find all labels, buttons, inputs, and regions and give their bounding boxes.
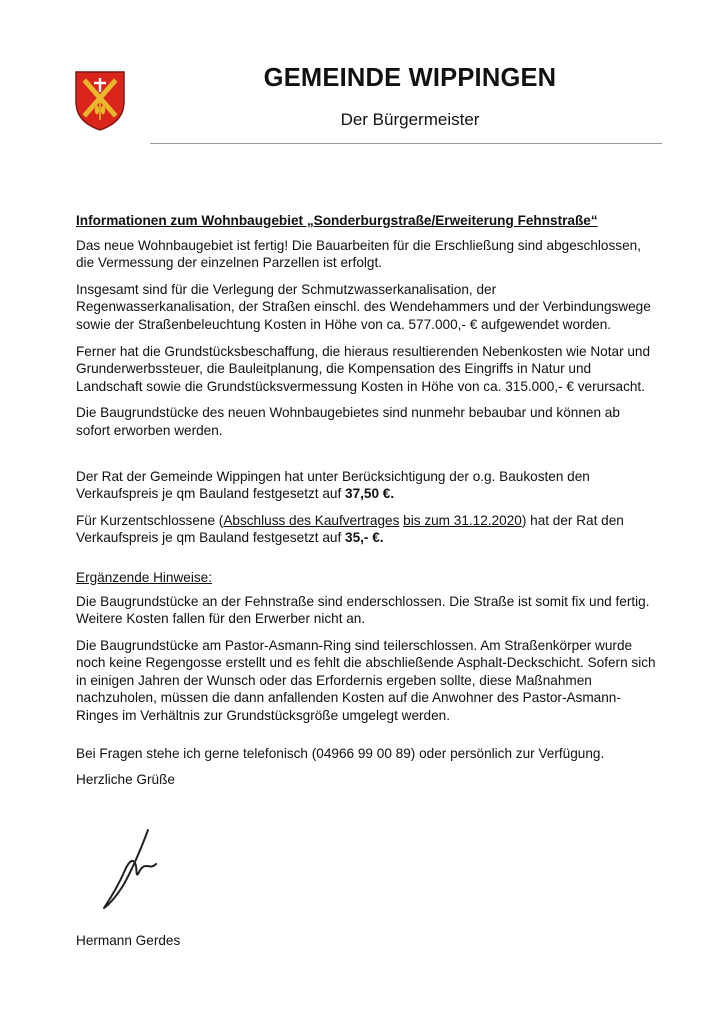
paragraph-land-costs: Ferner hat die Grundstücksbeschaffung, die hieraus resultierenden Nebenkosten wie Notar und Grunderwerbssteuer, die Bauleitplanung, die Kompensation des Eingriffs in Natur und Landschaft sowie die Grundstücksvermessung Kosten in Höhe von ca. 315.000,- € verursacht. <box>76 343 651 394</box>
early-price-deadline: bis zum 31.12.2020 <box>403 512 522 528</box>
paragraph-availability: Die Baugrundstücke des neuen Wohnbaugebietes sind nunmehr bebaubar und können ab sofort erworben werden. <box>76 405 620 438</box>
signature-icon <box>96 826 186 912</box>
notes-heading: Ergänzende Hinweise: <box>76 569 213 585</box>
page-title: GEMEINDE WIPPINGEN <box>263 64 557 92</box>
price-value: 37,50 €. <box>345 486 395 502</box>
paragraph-infrastructure-costs: Insgesamt sind für die Verlegung der Schmutzwasserkanalisation, der Regenwasserkanalisation, der Straßen einschl. des Wendehammers und der Verbindungswege sowie der Straßenbeleuchtung Kosten in Höhe von ca. 577.000,- € aufgewendet worden. <box>76 281 651 332</box>
paragraph-completion: Das neue Wohnbaugebiet ist fertig! Die Bauarbeiten für die Erschließung sind abgeschlossen, die Vermessung der einzelnen Parzellen ist erfolgt. <box>76 237 641 271</box>
paragraph-early-price <box>76 512 656 547</box>
coat-of-arms-icon <box>74 70 126 132</box>
note-fehnstrasse: Die Baugrundstücke an der Fehnstraße sind enderschlossen. Die Straße ist somit fix und fertig. Weitere Kosten fallen für den Erwerber nicht an. <box>76 593 650 627</box>
early-price-condition: Abschluss des Kaufvertrages <box>223 512 400 528</box>
header-divider <box>150 143 662 144</box>
early-price-text-b: ) hat der Rat den Verkaufspreis je qm Bauland festgesetzt auf <box>76 512 624 546</box>
early-price-text-a: Für Kurzentschlossene ( <box>76 512 224 528</box>
greeting: Herzliche Grüße <box>76 772 175 788</box>
note-pastor-asmann-ring: Die Baugrundstücke am Pastor-Asmann-Ring sind teilerschlossen. Am Straßenkörper wurde noch keine Regengosse erstellt und es fehlt die abschließende Asphalt-Deckschicht. Sofern sich in einigen Jahren der Wunsch oder das Erfordernis ergeben sollte, diese Maßnahmen nachzuholen, müssen die dann anfallenden Kosten auf die Anwohner des Pastor-Asmann-Ringes im Verhältnis zur Grundstücksgröße umgelegt werden. <box>76 637 656 724</box>
price-text: Der Rat der Gemeinde Wippingen hat unter Berücksichtigung der o.g. Baukosten den Verkaufspreis je qm Bauland festgesetzt auf <box>76 468 590 502</box>
page-subtitle: Der Bürgermeister <box>340 110 480 129</box>
letter-body <box>76 212 656 798</box>
early-price-value: 35,- €. <box>345 530 384 546</box>
paragraph-price <box>76 468 656 503</box>
closing-line: Bei Fragen stehe ich gerne telefonisch (04966 99 00 89) oder persönlich zur Verfügung. <box>76 745 605 761</box>
signer-name: Hermann Gerdes <box>76 933 181 948</box>
letter-heading: Informationen zum Wohnbaugebiet „Sonderburgstraße/Erweiterung Fehnstraße“ <box>76 213 598 228</box>
